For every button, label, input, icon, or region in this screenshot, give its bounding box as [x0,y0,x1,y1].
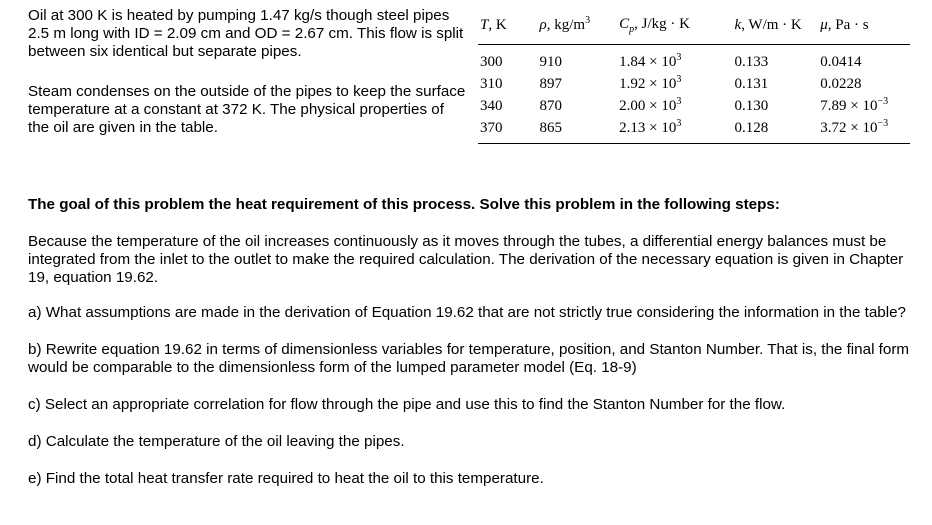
table-row [478,73,910,95]
cell-viscosity: 0.0414 [820,53,862,70]
table-row [478,95,910,117]
problem-steps [28,196,928,507]
cell-density: 910 [539,53,563,70]
table-row [478,45,910,74]
table-row [478,117,910,144]
cell-conductivity: 0.131 [734,75,769,92]
oil-properties-table [478,12,910,144]
cell-density: 897 [539,75,563,92]
cell-temperature: 300 [480,53,503,70]
cell-temperature: 340 [480,97,503,114]
cell-heat-capacity: $2.13 \times 10^3$ [619,117,734,144]
intro-paragraph-2: Steam condenses on the outside of the pipes to keep the surface temperature at a constant at 372 K. The physical properties of the oil are given in the table. [28,83,466,136]
table-header-row [478,12,910,45]
header-heat-capacity: $C_p$, J/kg · K [619,12,734,45]
header-temperature: T, K [478,12,540,45]
question-b: b) Rewrite equation 19.62 in terms of dimensionless variables for temperature, position, and Stanton Number. That is, the final form would be comparable to the dimensionless form of the lumped parameter model (Eq. 18-9) [28,341,910,376]
header-conductivity: k, W/m · K [735,12,821,45]
cell-heat-capacity: $1.84 \times 10^3$ [619,51,682,70]
intro-paragraph-1: Oil at 300 K is heated by pumping 1.47 kg/s though steel pipes 2.5 m long with ID = 2.09 cm and OD = 2.67 cm. This flow is split between six identical but separate pipes. [28,7,464,60]
cell-density: 870 [539,97,563,114]
cell-heat-capacity: $2.00 \times 10^3$ [619,95,682,114]
cell-temperature: 310 [480,75,503,92]
cell-viscosity: 0.0228 [820,75,862,92]
cell-conductivity: 0.133 [734,53,769,70]
header-density: ρ, $kg/m^3$ [540,12,620,45]
question-a: a) What assumptions are made in the derivation of Equation 19.62 that are not strictly true considering the information in the table? [28,304,906,321]
cell-viscosity: $7.89 \times 10^{-3}$ [820,95,889,114]
cell-density: 865 [540,117,620,144]
question-d: d) Calculate the temperature of the oil leaving the pipes. [28,433,405,450]
problem-intro [28,7,468,137]
cell-viscosity: $3.72 \times 10^{-3}$ [820,117,910,144]
cell-heat-capacity: $1.92 \times 10^3$ [619,73,682,92]
cell-conductivity: 0.130 [734,97,769,114]
explanation-paragraph: Because the temperature of the oil increases continuously as it moves through the tubes, a differential energy balances must be integrated from the inlet to the outlet to make the required calculation. The derivation of the necessary equation is given in Chapter 19, equation 19.62. [28,233,904,286]
cell-temperature: 370 [478,117,540,144]
goal-statement: The goal of this problem the heat requirement of this process. Solve this problem in the following steps: [28,196,780,213]
header-viscosity: μ, Pa · s [820,12,910,45]
cell-conductivity: 0.128 [735,117,821,144]
question-e: e) Find the total heat transfer rate required to heat the oil to this temperature. [28,470,544,487]
question-c: c) Select an appropriate correlation for flow through the pipe and use this to find the Stanton Number for the flow. [28,396,786,413]
